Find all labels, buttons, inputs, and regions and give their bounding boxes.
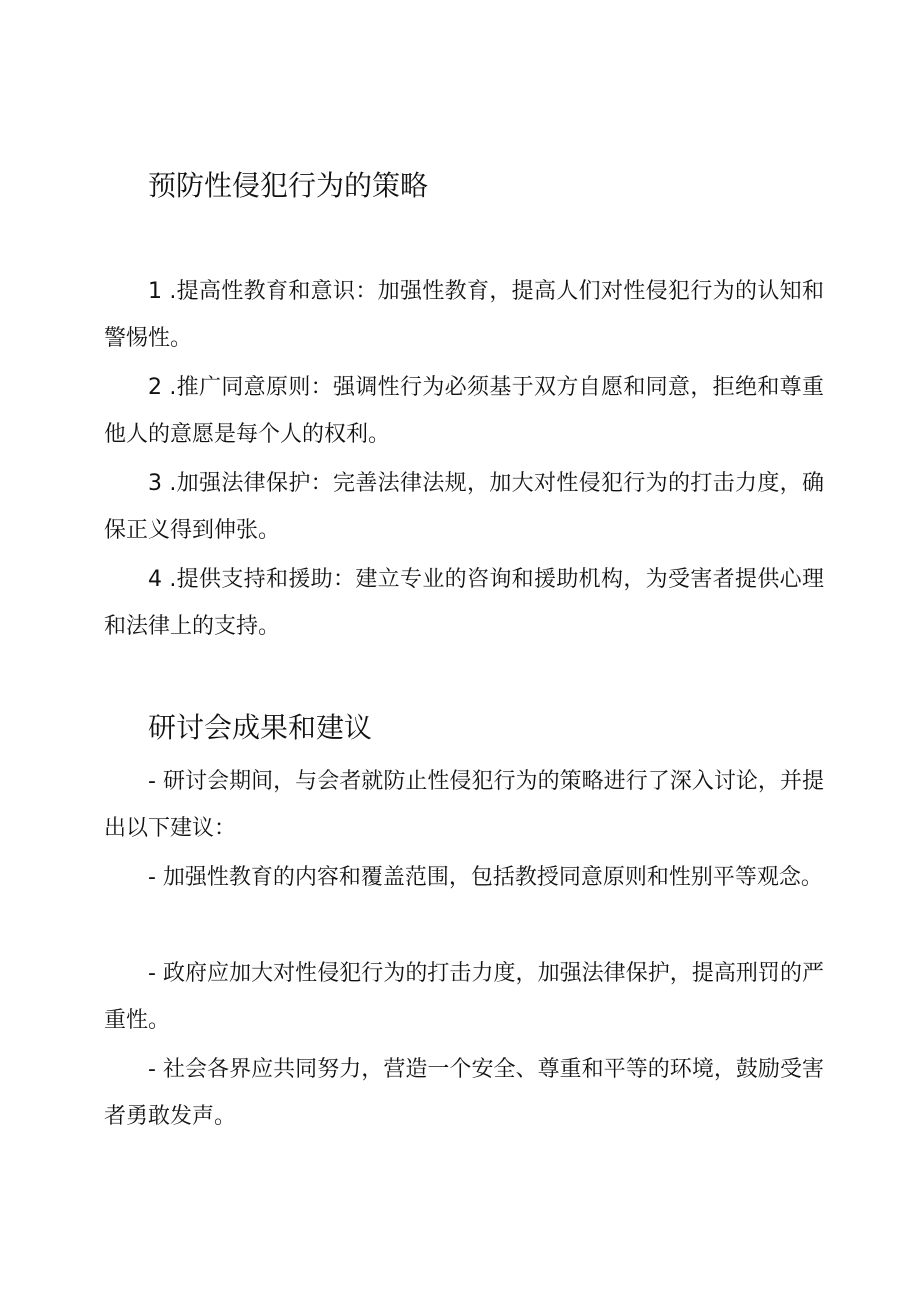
strategy-item-2 — [104, 364, 824, 458]
strategy-item-4-text: 提供支持和援助：建立专业的咨询和援助机构，为受害者提供心理和法律上的支持。 — [104, 567, 824, 639]
strategy-item-2-number: 2 . — [148, 375, 177, 400]
strategy-item-3-text: 加强法律保护：完善法律法规，加大对性侵犯行为的打击力度，确保正义得到伸张。 — [104, 471, 824, 543]
strategy-item-3 — [104, 460, 824, 554]
strategy-item-3-number: 3 . — [148, 471, 177, 496]
recommendation-item-2: - 加强性教育的内容和覆盖范围，包括教授同意原则和性别平等观念。 — [148, 865, 823, 890]
recommendation-item-3: - 政府应加大对性侵犯行为的打击力度，加强法律保护，提高刑罚的严重性。 — [104, 961, 824, 1033]
recommendation-item-1: - 研讨会期间，与会者就防止性侵犯行为的策略进行了深入讨论，并提出以下建议： — [104, 769, 824, 841]
strategy-item-1-text: 提高性教育和意识：加强性教育，提高人们对性侵犯行为的认知和警惕性。 — [104, 279, 824, 351]
strategy-item-1-number: 1 . — [148, 279, 177, 304]
section2-heading: 研讨会成果和建议 — [148, 711, 373, 744]
strategy-item-4-number: 4 . — [148, 567, 177, 592]
section1-heading: 预防性侵犯行为的策略 — [148, 169, 429, 202]
strategy-item-1 — [104, 268, 824, 362]
strategy-item-4 — [104, 556, 824, 650]
strategy-item-2-text: 推广同意原则：强调性行为必须基于双方自愿和同意，拒绝和尊重他人的意愿是每个人的权利。 — [104, 375, 824, 447]
recommendation-item-4: - 社会各界应共同努力，营造一个安全、尊重和平等的环境，鼓励受害者勇敢发声。 — [104, 1057, 824, 1129]
